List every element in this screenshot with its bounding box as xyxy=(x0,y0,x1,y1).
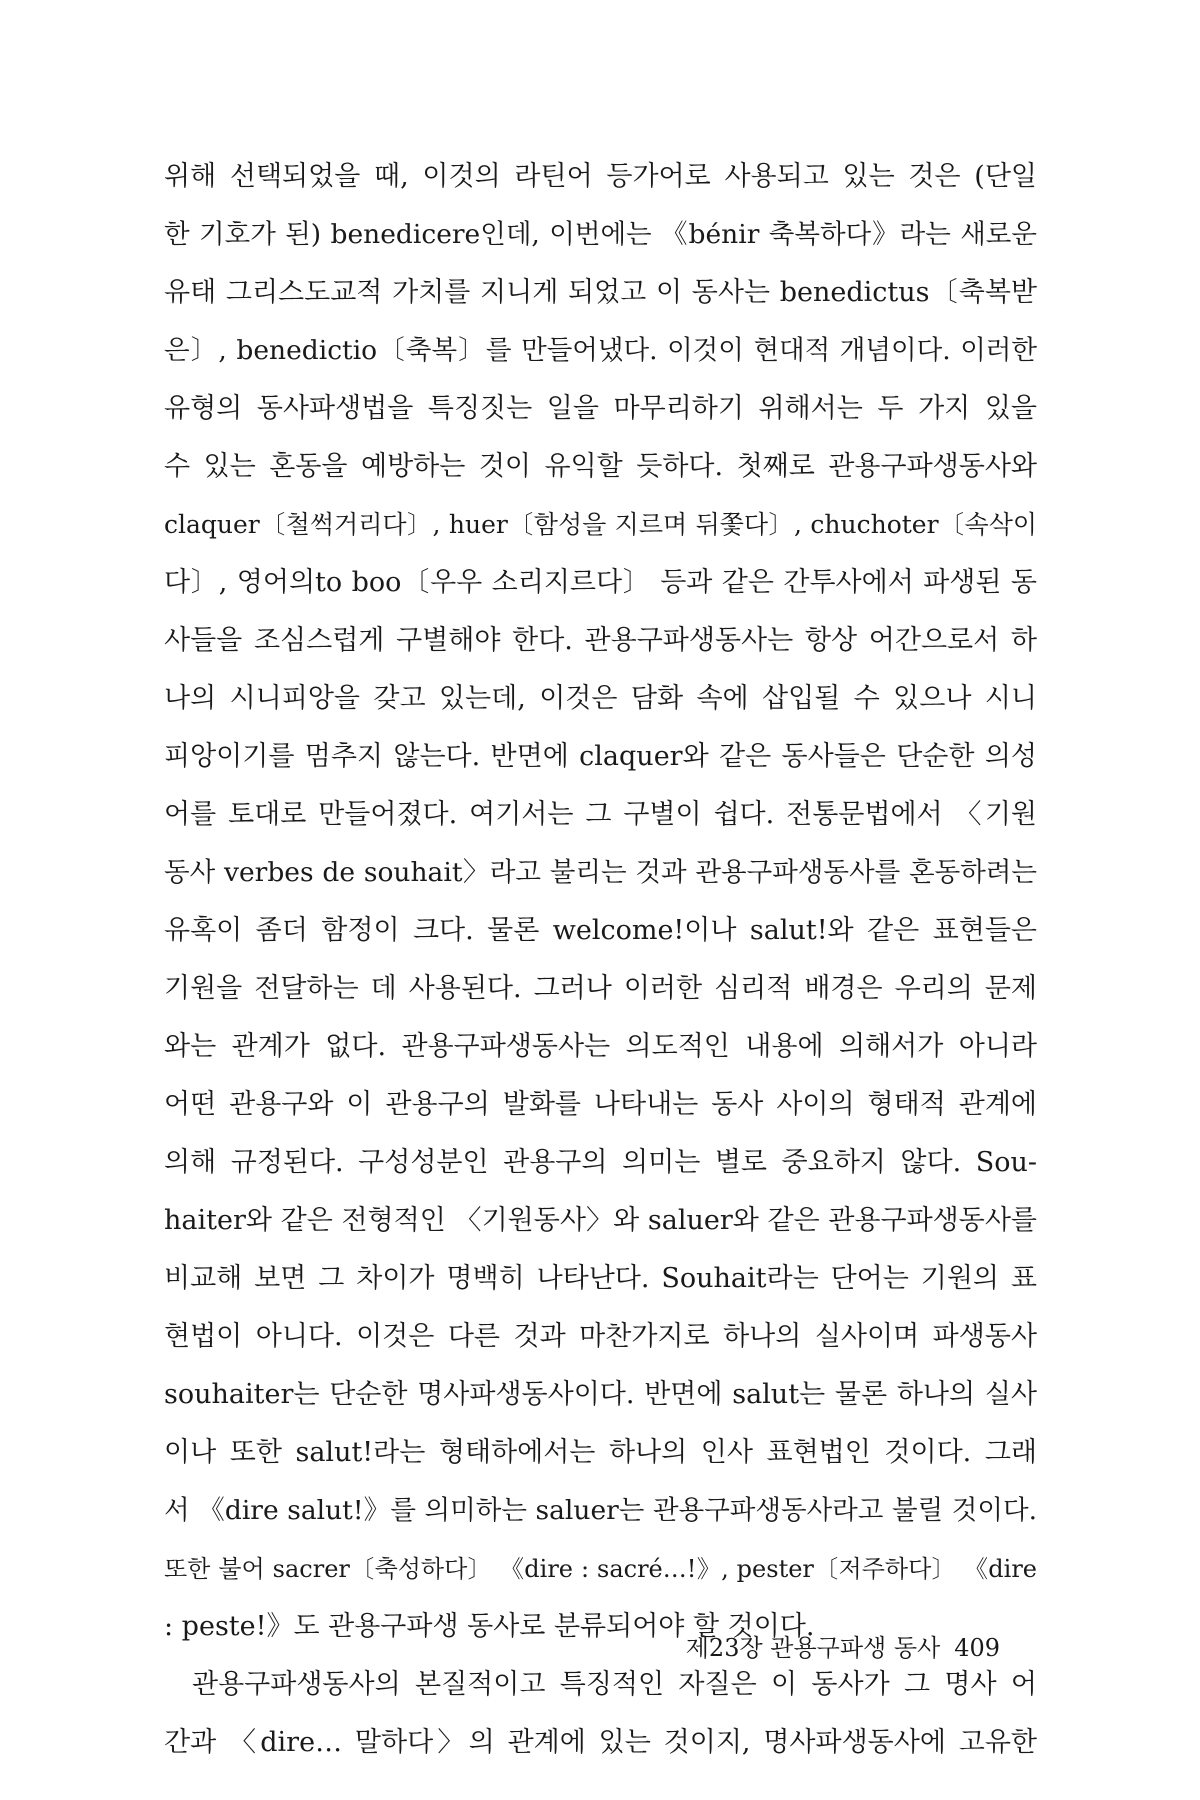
text-line: 나의 시니피앙을 갖고 있는데, 이것은 담화 속에 삽입될 수 있으나 시니 xyxy=(164,683,1037,714)
text-line: 기원을 전달하는 데 사용된다. 그러나 이러한 심리적 배경은 우리의 문제 xyxy=(164,973,1037,1004)
text-line: : peste!》도 관용구파생 동사로 분류되어야 할 것이다. xyxy=(164,1611,815,1642)
text-line: 은〕, benedictio〔축복〕를 만들어냈다. 이것이 현대적 개념이다. 이러한 xyxy=(164,335,1037,366)
text-line: 피앙이기를 멈추지 않는다. 반면에 claquer와 같은 동사들은 단순한 의성 xyxy=(164,741,1037,772)
text-line: haiter와 같은 전형적인 〈기원동사〉와 saluer와 같은 관용구파생동사를 xyxy=(164,1205,1037,1236)
running-footer xyxy=(686,1628,1000,1663)
text-line: 수 있는 혼동을 예방하는 것이 유익할 듯하다. 첫째로 관용구파생동사와 xyxy=(164,451,1037,482)
text-line: 어떤 관용구와 이 관용구의 발화를 나타내는 동사 사이의 형태적 관계에 xyxy=(164,1089,1037,1120)
text-line: claquer〔철썩거리다〕, huer〔함성을 지르며 뒤쫓다〕, chuchoter〔속삭이 xyxy=(164,510,1037,539)
text-line: 어를 토대로 만들어졌다. 여기서는 그 구별이 쉽다. 전통문법에서 〈기원 xyxy=(164,799,1037,830)
text-line: 다〕, 영어의to boo〔우우 소리지르다〕 등과 같은 간투사에서 파생된 동 xyxy=(164,567,1037,598)
text-line: 현법이 아니다. 이것은 다른 것과 마찬가지로 하나의 실사이며 파생동사 xyxy=(164,1321,1037,1352)
text-line: 비교해 보면 그 차이가 명백히 나타난다. Souhait라는 단어는 기원의 표 xyxy=(164,1263,1037,1294)
text-line: 또한 불어 sacrer〔축성하다〕 《dire : sacré…!》, pester〔저주하다〕 《dire xyxy=(164,1555,1037,1583)
body-text xyxy=(164,148,1037,1772)
text-line: 위해 선택되었을 때, 이것의 라틴어 등가어로 사용되고 있는 것은 (단일 xyxy=(164,161,1037,192)
paragraph-first-line: 관용구파생동사의 본질적이고 특징적인 자질은 이 동사가 그 명사 어 xyxy=(192,1669,1037,1700)
text-line: 서 《dire salut!》를 의미하는 saluer는 관용구파생동사라고 불릴 것이다. xyxy=(164,1495,1037,1526)
text-line: 이나 또한 salut!라는 형태하에서는 하나의 인사 표현법인 것이다. 그래 xyxy=(164,1437,1037,1468)
text-line: 유혹이 좀더 함정이 크다. 물론 welcome!이나 salut!와 같은 표현들은 xyxy=(164,915,1037,946)
text-line: 와는 관계가 없다. 관용구파생동사는 의도적인 내용에 의해서가 아니라 xyxy=(164,1031,1037,1062)
text-line: 유형의 동사파생법을 특징짓는 일을 마무리하기 위해서는 두 가지 있을 xyxy=(164,393,1037,424)
text-line: 한 기호가 된) benedicere인데, 이번에는 《bénir 축복하다》라는 새로운 xyxy=(164,219,1037,250)
text-line: 동사 verbes de souhait〉라고 불리는 것과 관용구파생동사를 혼동하려는 xyxy=(164,857,1037,888)
text-line: 의해 규정된다. 구성성분인 관용구의 의미는 별로 중요하지 않다. Sou- xyxy=(164,1147,1037,1178)
chapter-title: 제23장 관용구파생 동사 xyxy=(685,1634,941,1662)
text-line: souhaiter는 단순한 명사파생동사이다. 반면에 salut는 물론 하나의 실사 xyxy=(164,1379,1037,1410)
text-line: 유태 그리스도교적 가치를 지니게 되었고 이 동사는 benedictus〔축복받 xyxy=(164,277,1037,308)
page-number: 409 xyxy=(954,1634,1000,1662)
text-line: 사들을 조심스럽게 구별해야 한다. 관용구파생동사는 항상 어간으로서 하 xyxy=(164,625,1037,656)
text-line: 간과 〈dire… 말하다〉의 관계에 있는 것이지, 명사파생동사에 고유한 xyxy=(164,1727,1037,1758)
